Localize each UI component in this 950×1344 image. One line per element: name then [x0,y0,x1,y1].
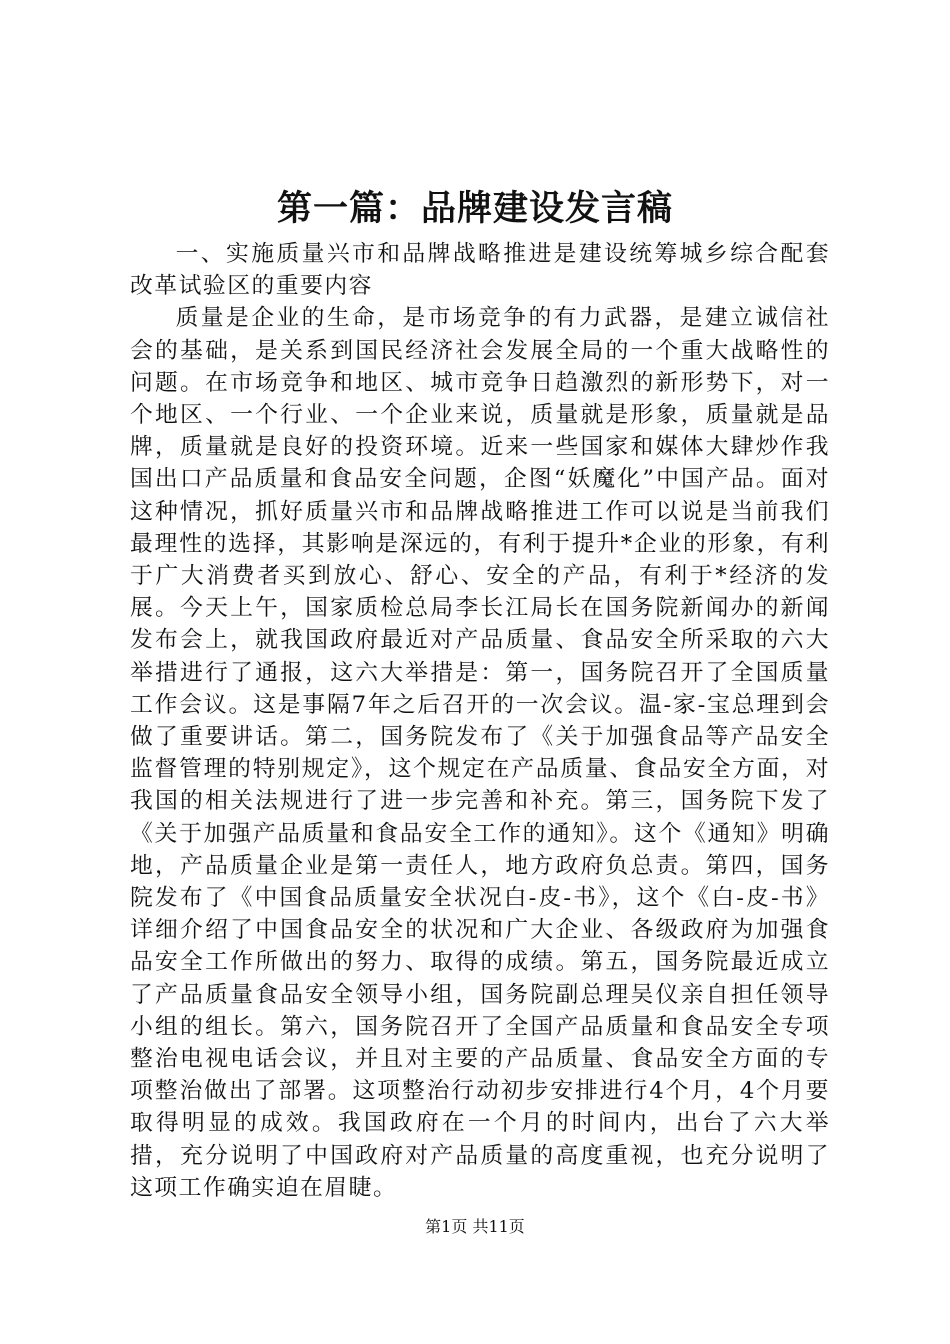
page-footer: 第1页 共11页 [425,1217,525,1236]
document-title: 第一篇：品牌建设发言稿 [276,188,673,229]
body-paragraph: 质量是企业的生命，是市场竞争的有力武器，是建立诚信社会的基础，是关系到国民经济社会发展全局的一个重大战略性的问题。在市场竞争和地区、城市竞争日趋激烈的新形势下，对一个地区、一个行业、一个企业来说，质量就是形象，质量就是品牌，质量就是良好的投资环境。近来一些国家和媒体大肆炒作我国出口产品质量和食品安全问题，企图“妖魔化”中国产品。面对这种情况，抓好质量兴市和品牌战略推进工作可以说是当前我们最理性的选择，其影响是深远的，有利于提升*企业的形象，有利于广大消费者买到放心、舒心、安全的产品，有利于*经济的发展。今天上午，国家质检总局李长江局长在国务院新闻办的新闻发布会上，就我国政府最近对产品质量、食品安全所采取的六大举措进行了通报，这六大举措是：第一，国务院召开了全国质量工作会议。这是事隔7年之后召开的一次会议。温-家-宝总理到会做了重要讲话。第二，国务院发布了《关于加强食品等产品安全监督管理的特别规定》，这个规定在产品质量、食品安全方面，对我国的相关法规进行了进一步完善和补充。第三，国务院下发了《关于加强产品质量和食品安全工作的通知》。这个《通知》明确地，产品质量企业是第一责任人，地方政府负总责。第四，国务院发布了《中国食品质量安全状况白-皮-书》，这个《白-皮-书》详细介绍了中国食品安全的状况和广大企业、各级政府为加强食品安全工作所做出的努力、取得的成绩。第五，国务院最近成立了产品质量食品安全领导小组，国务院副总理吴仪亲自担任领导小组的组长。第六，国务院召开了全国产品质量和食品安全专项整治电视电话会议，并且对主要的产品质量、食品安全方面的专项整治做出了部署。这项整治行动初步安排进行4个月，4个月要取得明显的成效。我国政府在一个月的时间内，出台了六大举措，充分说明了中国政府对产品质量的高度重视，也充分说明了这项工作确实迫在眉睫。 [130,305,830,1201]
section-heading: 一、实施质量兴市和品牌战略推进是建设统筹城乡综合配套改革试验区的重要内容 [130,241,830,300]
document-body [130,238,830,1204]
